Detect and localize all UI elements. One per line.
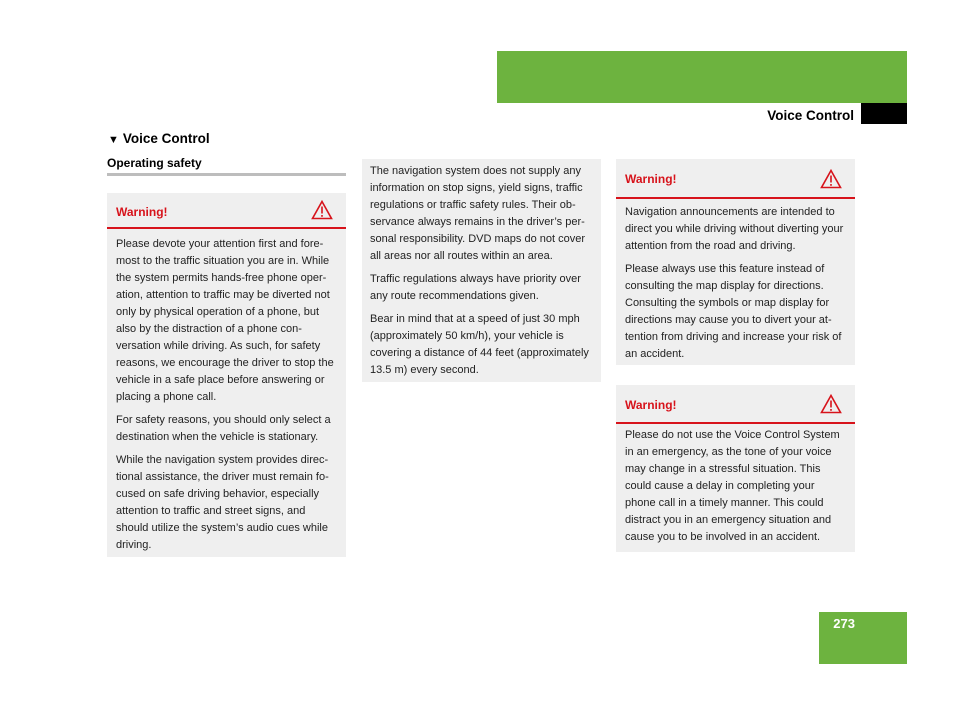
section-rule — [107, 173, 346, 176]
page-number-tab — [819, 612, 907, 664]
paragraph: For safety reasons, you should only select a destination when the vehicle is stationary. — [116, 414, 331, 443]
warning-label: Warning! — [625, 172, 677, 186]
paragraph: Navigation announcements are intended to direct you while driving without diverting your attention from the road and driving. — [625, 206, 844, 252]
section-title: Control systems — [698, 131, 808, 147]
page-heading — [108, 131, 210, 146]
warning-header — [107, 193, 346, 229]
paragraph: Bear in mind that at a speed of just 30 mph (approximately 50 km/h), your vehicle is covering a distance of 44 feet (approximately 13.5 m) every second. — [370, 313, 589, 376]
warning-box-right-1 — [616, 159, 855, 365]
subheading: Operating safety — [107, 156, 202, 170]
paragraph: Please devote your attention first and fore-most to the traffic situation you are in. While the system permits hands-free phone oper-ation, attention to traffic may be diverted not only by physical operation of a phone, but also by the distraction of a phone con-versation while driving. As such, for safety reasons, we encourage the driver to stop the vehicle in a safe place before answering or placing a phone call. — [116, 238, 334, 403]
paragraph: Traffic regulations always have priority over any route recommendations given. — [370, 273, 581, 302]
warning-triangle-icon — [311, 200, 333, 220]
warning-label: Warning! — [625, 398, 677, 412]
warning-body — [616, 199, 855, 373]
paragraph: The navigation system does not supply any information on stop signs, yield signs, traffic regulations or traffic safety rules. Their ob-servance always remains in the driver’s per-sonal responsibility. DVD maps do not cover all areas nor all routes within an area. — [370, 165, 586, 262]
paragraph: While the navigation system provides direc-tional assistance, the driver must remain fo-cused on safe driving behavior, especially attention to traffic and street signs, and should utilize the system’s audio cues while driving. — [116, 454, 329, 551]
warning-header — [616, 385, 855, 424]
warning-header — [616, 159, 855, 199]
warning-label: Warning! — [116, 205, 168, 219]
warning-box-left — [107, 193, 346, 557]
triangle-down-icon: ▼ — [108, 134, 119, 146]
warning-triangle-icon — [820, 169, 842, 189]
subsection-title: Voice Control — [767, 108, 854, 123]
warning-body — [107, 229, 346, 564]
paragraph: Please always use this feature instead of consulting the map display for directions. Consulting the symbols or map display for directions may cause you to divert your at-tention from driving and increase your risk of an accident. — [625, 263, 842, 360]
paragraph: Please do not use the Voice Control System in an emergency, as the tone of your voice may change in a stressful situation. This could cause a delay in completing your phone call in a timely manner. This could distract you in an emergency situation and cause you to be involved in an accident. — [625, 429, 840, 543]
page-heading-text: Voice Control — [122, 131, 210, 146]
warning-body — [616, 424, 855, 556]
page-number: 273 — [833, 616, 855, 631]
subsection-row — [497, 103, 907, 124]
info-box-middle — [362, 159, 601, 382]
warning-triangle-icon — [820, 394, 842, 414]
warning-box-right-2 — [616, 385, 855, 552]
subsection-tab — [861, 103, 907, 124]
